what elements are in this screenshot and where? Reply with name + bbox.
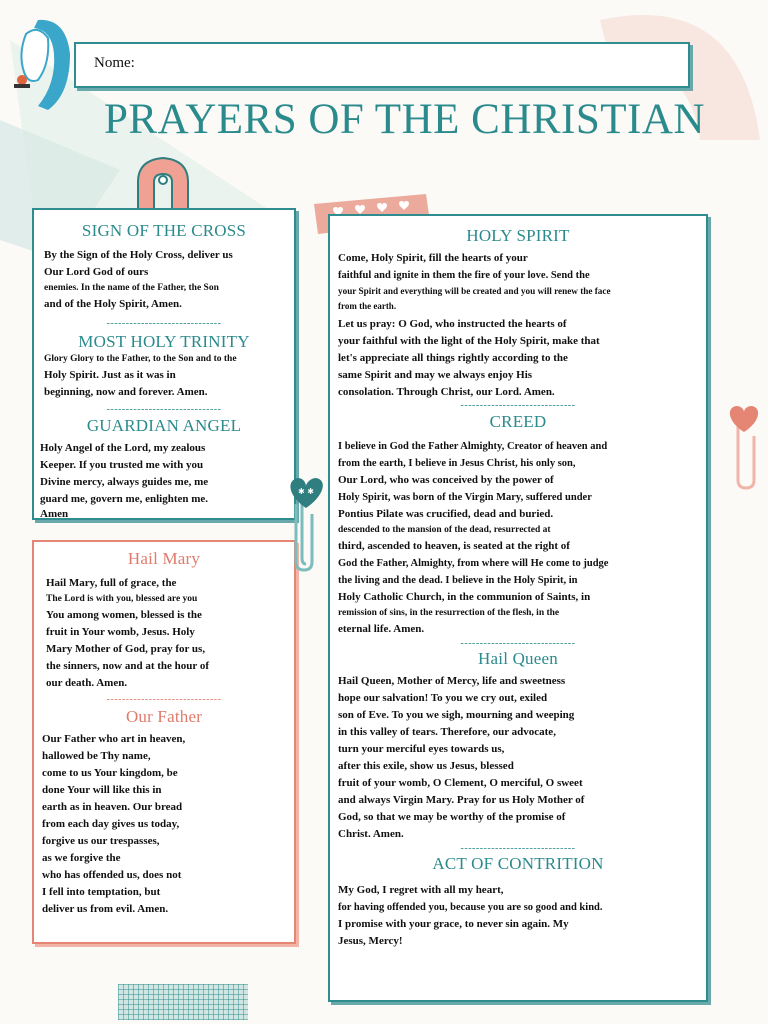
act-of-contrition-title: ACT OF CONTRITION [432,854,604,873]
angel-line: Divine mercy, always guides me, me [40,476,209,488]
divider: ------------------------------ [106,318,222,329]
angel-line: guard me, govern me, enlighten me. [40,493,209,505]
sign-of-the-cross-title: SIGN OF THE CROSS [81,221,247,240]
creed-line: I believe in God the Father Almighty, Creator of heaven and [338,441,608,452]
queen-line: and always Virgin Mary. Pray for us Holy Mother of [338,794,585,806]
most-holy-trinity-title: MOST HOLY TRINITY [78,332,250,351]
spirit-line: Come, Holy Spirit, fill the hearts of your [338,252,528,264]
queen-line: turn your merciful eyes towards us, [338,743,505,755]
creed-line: God the Father, Almighty, from where will He come to judge [338,558,609,569]
svg-text:✱ ✱: ✱ ✱ [298,487,314,496]
queen-line: Christ. Amen. [338,828,404,840]
mary-line: our death. Amen. [46,677,128,689]
angel-line: Keeper. If you trusted me with you [40,459,204,471]
father-line: I fell into temptation, but [42,886,161,898]
divider: ------------------------------ [106,404,222,415]
queen-line: in this valley of tears. Therefore, our advocate, [338,726,556,738]
clip-icon [132,152,194,214]
name-field[interactable] [74,42,690,88]
father-line: hallowed be Thy name, [42,750,151,762]
father-line: done Your will like this in [42,784,162,796]
creed-title: CREED [489,412,547,431]
our-father-title: Our Father [125,707,203,726]
creed-line: from the earth, I believe in Jesus Christ, his only son, [338,458,576,469]
creed-line: Holy Spirit, was born of the Virgin Mary, suffered under [338,492,592,503]
creed-line: eternal life. Amen. [338,623,425,635]
divider: ------------------------------ [460,400,576,411]
sign-line: Our Lord God of ours [44,266,149,278]
creed-line: Our Lord, who was conceived by the power of [338,474,554,486]
mary-figure-icon [8,14,72,114]
father-line: Our Father who art in heaven, [42,733,186,745]
spirit-line: same Spirit and may we always enjoy His [338,369,533,381]
mary-line: You among women, blessed is the [46,609,202,621]
creed-line: remission of sins, in the resurrection of the flesh, in the [338,608,560,618]
mary-line: fruit in Your womb, Jesus. Holy [46,626,195,638]
spirit-line: your Spirit and everything will be created and you will renew the face [338,286,611,296]
mary-line: Mary Mother of God, pray for us, [46,643,206,655]
creed-line: Pontius Pilate was crucified, dead and buried. [338,508,554,520]
spirit-line: from the earth. [338,301,397,311]
spirit-line: let's appreciate all things rightly according to the [338,352,568,364]
sign-line: By the Sign of the Holy Cross, deliver us [44,249,233,261]
spirit-line: Let us pray: O God, who instructed the hearts of [338,318,567,330]
queen-line: hope our salvation! To you we cry out, exiled [338,692,548,704]
spirit-line: faithful and ignite in them the fire of your love. Send the [338,270,590,281]
name-label: Nome: [94,55,135,71]
washi-tape-grid [118,984,248,1020]
card-right-prayers [328,214,708,1002]
father-line: come to us Your kingdom, be [42,767,178,779]
queen-line: son of Eve. To you we sigh, mourning and weeping [338,709,575,721]
contrition-line: I promise with your grace, to never sin again. My [338,918,569,930]
divider: ------------------------------ [460,638,576,649]
creed-line: Holy Catholic Church, in the communion of Saints, in [338,591,591,603]
hail-queen-title: Hail Queen [478,649,558,668]
father-line: forgive us our trespasses, [42,835,160,847]
divider: ------------------------------ [460,843,576,854]
sign-line: and of the Holy Spirit, Amen. [44,298,182,310]
trinity-line: beginning, now and forever. Amen. [44,386,208,398]
creed-line: third, ascended to heaven, is seated at the right of [338,540,570,552]
queen-line: God, so that we may be worthy of the promise of [338,811,566,823]
divider: ------------------------------ [106,694,222,705]
queen-line: after this exile, show us Jesus, blessed [338,760,514,772]
mary-line: the sinners, now and at the hour of [46,660,209,672]
hail-mary-title: Hail Mary [127,549,201,568]
creed-line: descended to the mansion of the dead, resurrected at [338,525,551,535]
contrition-line: Jesus, Mercy! [338,935,403,947]
trinity-line: Glory Glory to the Father, to the Son and to the [44,354,237,364]
contrition-line: for having offended you, because you are so good and kind. [338,902,603,913]
heart-clip-right-icon [724,402,764,492]
queen-line: Hail Queen, Mother of Mercy, life and sweetness [338,675,566,687]
mary-line: The Lord is with you, blessed are you [46,594,198,604]
angel-line: Amen [40,508,69,520]
page-title: PRAYERS OF THE CHRISTIAN [104,96,705,143]
mary-line: Hail Mary, full of grace, the [46,577,177,589]
sign-line: enemies. In the name of the Father, the Son [44,283,219,293]
heart-clip-icon [282,474,330,574]
father-line: deliver us from evil. Amen. [42,903,169,915]
creed-line: the living and the dead. I believe in the Holy Spirit, in [338,575,578,586]
card-left-prayers [32,208,296,520]
trinity-line: Holy Spirit. Just as it was in [44,369,176,381]
contrition-line: My God, I regret with all my heart, [338,884,504,896]
father-line: as we forgive the [42,852,121,864]
guardian-angel-title: GUARDIAN ANGEL [86,416,242,435]
father-line: earth as in heaven. Our bread [42,801,183,813]
father-line: from each day gives us today, [42,818,180,830]
spirit-line: your faithful with the light of the Holy Spirit, make that [338,335,600,347]
holy-spirit-title: HOLY SPIRIT [466,226,570,245]
angel-line: Holy Angel of the Lord, my zealous [40,442,206,454]
queen-line: fruit of your womb, O Clement, O merciful, O sweet [338,777,583,789]
father-line: who has offended us, does not [42,869,182,881]
card-hail-mary [32,540,296,944]
spirit-line: consolation. Through Christ, our Lord. Amen. [338,386,555,398]
